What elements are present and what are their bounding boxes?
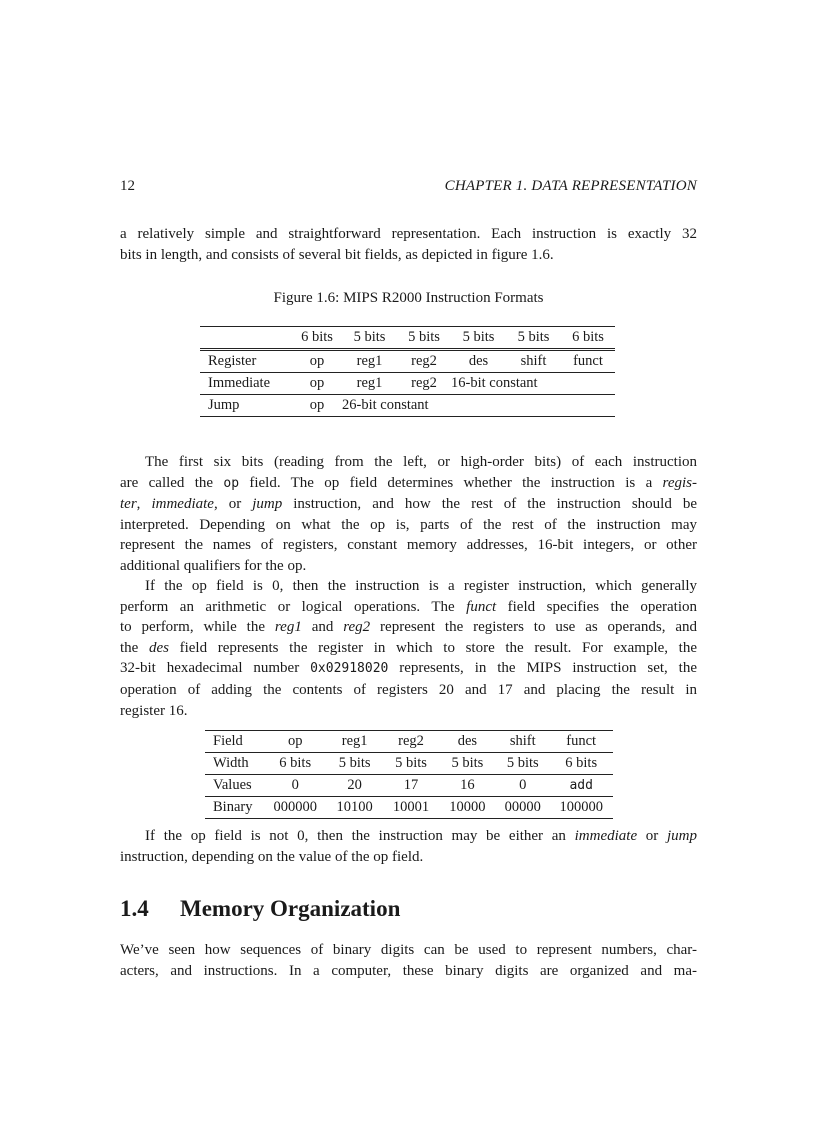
table-cell: 6 bits bbox=[264, 753, 326, 775]
text-line: to perform, while the reg1 and reg2 represent the registers to use as operands, and bbox=[120, 619, 697, 636]
table-cell: 0 bbox=[496, 775, 549, 797]
table-cell: op bbox=[264, 731, 326, 753]
table-cell: 5 bits bbox=[506, 327, 561, 350]
table-cell: reg1 bbox=[326, 731, 383, 753]
table-cell: shift bbox=[506, 350, 561, 373]
text-line: register 16. bbox=[120, 702, 188, 719]
table-cell: 000000 bbox=[264, 797, 326, 819]
table-cell: 00000 bbox=[496, 797, 549, 819]
table-cell: Jump bbox=[200, 395, 292, 417]
table-cell: 5 bits bbox=[496, 753, 549, 775]
paragraph-nonzero-op bbox=[120, 826, 697, 867]
paragraph-op-field bbox=[120, 452, 697, 577]
table-row bbox=[205, 731, 613, 753]
table-cell: op bbox=[292, 373, 342, 395]
intro-paragraph bbox=[120, 224, 697, 265]
table-cell: 16 bbox=[439, 775, 496, 797]
instruction-formats-table bbox=[200, 326, 615, 417]
text-line: operation of adding the contents of registers 20 and 17 and placing the result in bbox=[120, 681, 697, 698]
text-line: additional qualifiers for the op. bbox=[120, 557, 307, 574]
table-cell: Width bbox=[205, 753, 264, 775]
table-cell bbox=[200, 327, 292, 350]
table-cell: 5 bits bbox=[342, 327, 397, 350]
table-cell: shift bbox=[496, 731, 549, 753]
table-row bbox=[200, 395, 615, 417]
table-cell: funct bbox=[561, 350, 615, 373]
section-title: Memory Organization bbox=[180, 896, 401, 921]
table-cell: des bbox=[451, 350, 506, 373]
text-line: ter, immediate, or jump instruction, and how the rest of the instruction should be bbox=[120, 496, 698, 513]
section-number: 1.4 bbox=[120, 896, 149, 921]
table-cell: op bbox=[292, 395, 342, 417]
table-cell: 10100 bbox=[326, 797, 383, 819]
table-cell: 16-bit constant bbox=[451, 373, 615, 395]
table-row bbox=[200, 350, 615, 373]
text-line: are called the op field. The op field determines whether the instruction is a regis- bbox=[120, 474, 697, 491]
table-cell: 20 bbox=[326, 775, 383, 797]
paragraph-register-instruction bbox=[120, 576, 697, 721]
text-line: perform an arithmetic or logical operations. The funct field specifies the operation bbox=[120, 598, 697, 615]
page-number: 12 bbox=[120, 178, 135, 194]
table-cell: 10000 bbox=[439, 797, 496, 819]
table-cell: 26-bit constant bbox=[342, 395, 615, 417]
table-cell: 100000 bbox=[549, 797, 613, 819]
table-cell: Field bbox=[205, 731, 264, 753]
figure-caption: Figure 1.6: MIPS R2000 Instruction Formats bbox=[273, 290, 544, 306]
text-line: If the op field is not 0, then the instruction may be either an immediate or jump bbox=[145, 828, 698, 844]
table-cell: des bbox=[439, 731, 496, 753]
text-line: instruction, depending on the value of the op field. bbox=[120, 848, 424, 865]
table-cell: 6 bits bbox=[292, 327, 342, 350]
table-cell: 17 bbox=[383, 775, 438, 797]
table-cell: reg1 bbox=[342, 350, 397, 373]
paragraph-memory bbox=[120, 940, 697, 981]
table-cell: 5 bits bbox=[451, 327, 506, 350]
table-cell: 6 bits bbox=[561, 327, 615, 350]
chapter-title: CHAPTER 1. DATA REPRESENTATION bbox=[444, 178, 697, 194]
table-cell: funct bbox=[549, 731, 613, 753]
table-cell: Immediate bbox=[200, 373, 292, 395]
text-line: interpreted. Depending on what the op is, parts of the rest of the instruction may bbox=[120, 516, 697, 533]
text-line: The first six bits (reading from the left, or high-order bits) of each instruction bbox=[145, 454, 697, 470]
table-cell: 6 bits bbox=[549, 753, 613, 775]
table-cell: 5 bits bbox=[439, 753, 496, 775]
example-encoding-table bbox=[205, 730, 613, 819]
table-cell: 10001 bbox=[383, 797, 438, 819]
table-cell: Values bbox=[205, 775, 264, 797]
section-heading bbox=[120, 896, 400, 922]
table-row bbox=[205, 775, 613, 797]
table-cell: add bbox=[549, 775, 613, 797]
text-line: 32-bit hexadecimal number 0x02918020 represents, in the MIPS instruction set, the bbox=[120, 660, 697, 677]
text-line: the des field represents the register in which to store the result. For example, the bbox=[120, 639, 698, 656]
table-cell: Binary bbox=[205, 797, 264, 819]
text-line: acters, and instructions. In a computer, these binary digits are organized and ma- bbox=[120, 962, 697, 979]
table-cell: reg2 bbox=[383, 731, 438, 753]
table-cell: 5 bits bbox=[397, 327, 451, 350]
table-header-row bbox=[200, 327, 615, 350]
table-row bbox=[205, 797, 613, 819]
running-header bbox=[120, 178, 697, 195]
table-row bbox=[200, 373, 615, 395]
table-cell: reg1 bbox=[342, 373, 397, 395]
text-line: We’ve seen how sequences of binary digits can be used to represent numbers, char- bbox=[120, 942, 697, 958]
table-cell: 0 bbox=[264, 775, 326, 797]
text-line: represent the names of registers, constant memory addresses, 16-bit integers, or other bbox=[120, 537, 697, 554]
table-cell: Register bbox=[200, 350, 292, 373]
table-cell: reg2 bbox=[397, 350, 451, 373]
table-row bbox=[205, 753, 613, 775]
table-cell: 5 bits bbox=[383, 753, 438, 775]
table-cell: 5 bits bbox=[326, 753, 383, 775]
text-line: If the op field is 0, then the instruction is a register instruction, which generally bbox=[145, 578, 697, 594]
table-cell: reg2 bbox=[397, 373, 451, 395]
text-line: a relatively simple and straightforward representation. Each instruction is exactly 32 bbox=[120, 226, 697, 242]
text-line: bits in length, and consists of several bit fields, as depicted in figure 1.6. bbox=[120, 246, 554, 263]
table-cell: op bbox=[292, 350, 342, 373]
